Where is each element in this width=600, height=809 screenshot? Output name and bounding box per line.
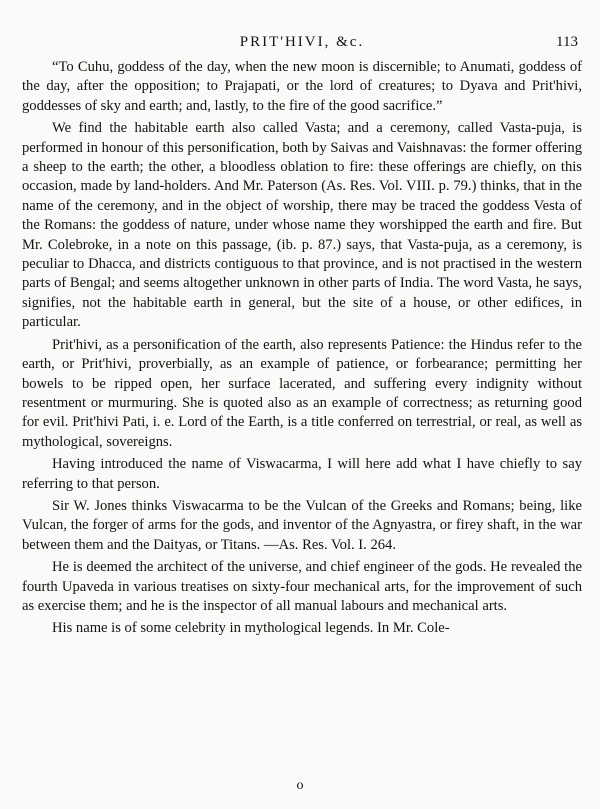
paragraph-invocation: “To Cuhu, goddess of the day, when the new moon is discernible; to Anumati, goddess of the day, after the opposition; to Prajapati, or the lord of creatures; to Dyava and Prit'hivi, goddesses of sky and earth; and, lastly, to the fire of the good sacrifice.” <box>22 59 582 114</box>
running-head: PRIT'HIVI, &c. <box>239 34 365 50</box>
paragraph-prithivi-patience: Prit'hivi, as a personification of the earth, also represents Patience: the Hindus refer to the earth, or Prit'hivi, proverbially, as an example of patience, or forbearance; permitting her bowels to be ripped open, her surface lacerated, and suffering every indignity without resentment or murmuring. She is quoted also as an example of correctness; as returning good for evil. Prit'hivi Pati, i. e. Lord of the Earth, is a title conferred on terrestrial, or real, as well as mythological, sovereigns. <box>22 336 582 450</box>
paragraph-celebrity: His name is of some celebrity in mythological legends. In Mr. Cole- <box>52 620 450 637</box>
paragraph-architect: He is deemed the architect of the universe, and chief engineer of the gods. He revealed the fourth Upaveda in various treatises on sixty-four mechanical arts, for the improvement of such as exercise them; and he is the inspector of all manual labours and mechanical arts. <box>22 559 582 614</box>
book-page <box>22 30 582 642</box>
paragraph-viswacarma-intro: Having introduced the name of Viswacarma, I will here add what I have chiefly to say referring to that person. <box>22 456 582 492</box>
page-number: 113 <box>556 34 578 50</box>
page-header <box>22 30 582 58</box>
body-text <box>22 58 582 639</box>
paragraph-vasta: We find the habitable earth also called Vasta; and a ceremony, called Vasta-puja, is performed in honour of this personification, both by Saivas and Vaishnavas: the former offering a sheep to the earth; the other, a bloodless oblation to fire: these offerings are chiefly, on this occasion, made by land-holders. And Mr. Paterson (As. Res. Vol. VIII. p. 79.) thinks, that in the name of the ceremony, and in the object of worship, there may be traced the goddess Vesta of the Romans: the goddess of nature, under whose name they worshipped the earth and fire. But Mr. Colebroke, in a note on this passage, (ib. p. 87.) says, that Vasta-puja, as a ceremony, is peculiar to Dhacca, and districts contiguous to that province, and is not practised in the western parts of Bengal; and seems altogether unknown in other parts of India. The word Vasta, he says, signifies, not the habitable earth in general, but the site of a house, or other edifices, in particular. <box>22 120 582 331</box>
paragraph-jones-vulcan: Sir W. Jones thinks Viswacarma to be the Vulcan of the Greeks and Romans; being, like Vulcan, the forger of arms for the gods, and inventor of the Agnyastra, or firey shaft, in the war between them and the Daityas, or Titans. —As. Res. Vol. I. 264. <box>22 497 582 553</box>
signature-mark: o <box>296 778 304 793</box>
